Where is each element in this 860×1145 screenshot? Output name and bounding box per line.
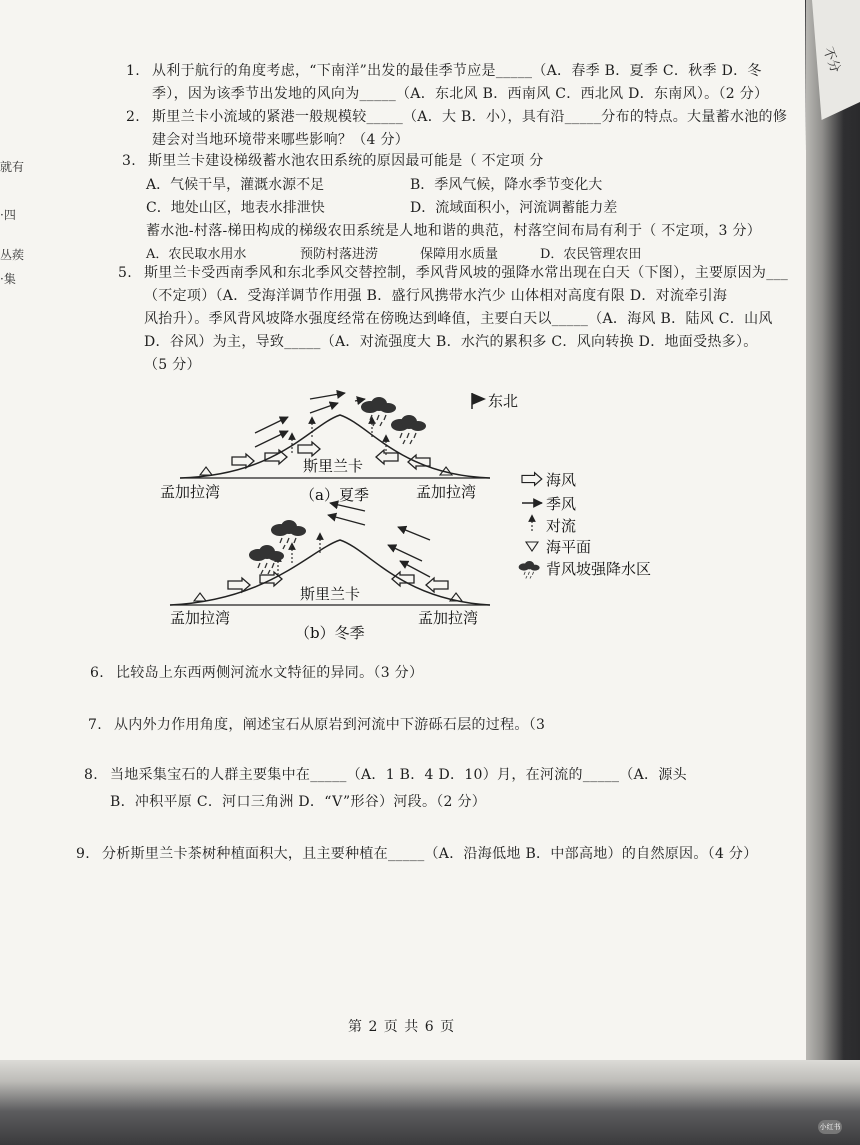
- monsoon-diagram: [160, 385, 690, 650]
- question-line: 蓄水池-村落-梯田构成的梯级农田系统是人地和谐的典范，村落空间布局有利于（ 不定项，3 分）: [146, 223, 762, 239]
- question-line: 从利于航行的角度考虑，“下南洋”出发的最佳季节应是_____（A．春季 B．夏季 C．秋季 D．冬: [152, 63, 762, 79]
- underlying-sheet-text: 不分: [819, 45, 843, 75]
- question-5: [118, 262, 789, 377]
- question-number: 5.: [118, 265, 132, 281]
- winter-panel: [170, 503, 490, 642]
- legend-leeward-rain: 背风坡强降水区: [546, 560, 652, 578]
- question-line: （5 分）: [144, 357, 201, 373]
- question-line: 分析斯里兰卡茶树种植面积大，且主要种植在_____（A．沿海低地 B．中部高地）的自然原因。（4 分）: [102, 846, 758, 862]
- margin-note: ·集: [0, 272, 16, 286]
- question-2: [126, 106, 788, 152]
- mountain-label: 斯里兰卡: [300, 585, 361, 603]
- margin-note: ·四: [0, 208, 16, 222]
- q3-option: B．季风气候，降水季节变化大: [410, 177, 603, 193]
- question-line: 从内外力作用角度，阐述宝石从原岩到河流中下游砾石层的过程。（3: [114, 717, 546, 733]
- sea-label: 孟加拉湾: [170, 609, 231, 627]
- question-9: [76, 843, 758, 866]
- page-edge-shadow: [806, 0, 860, 1145]
- q4-option: 保障用水质量: [420, 247, 499, 262]
- question-line: B．冲积平原 C．河口三角洲 D．“V”形谷）河段。（2 分）: [110, 794, 487, 810]
- table-surface: [0, 1060, 860, 1145]
- question-number: 3.: [122, 153, 136, 169]
- north-label: 东北: [488, 392, 519, 410]
- question-number: 7.: [88, 717, 102, 733]
- question-line: 斯里兰卡小流域的紧港一般规模较_____（A．大 B．小），具有沿_____分布的特点。大量蓄水池的修: [152, 109, 788, 125]
- legend-sea-breeze: 海风: [546, 471, 577, 489]
- sea-label: 孟加拉湾: [160, 483, 221, 501]
- question-line: 比较岛上东西两侧河流水文特征的异同。（3 分）: [116, 665, 424, 681]
- diagram-legend: [519, 471, 651, 578]
- sea-label: 孟加拉湾: [416, 483, 477, 501]
- question-line: 建会对当地环境带来哪些影响？（4 分）: [152, 132, 410, 148]
- legend-monsoon: 季风: [546, 495, 577, 513]
- question-8: [84, 764, 687, 814]
- q4-option: D．农民管理农田: [540, 247, 642, 262]
- q4-option: 预防村落进涝: [300, 247, 379, 262]
- question-4: [146, 220, 761, 243]
- panel-caption: （a）夏季: [300, 486, 369, 504]
- q3-option: A．气候干旱，灌溉水源不足: [146, 177, 325, 193]
- question-line: 季），因为该季节出发地的风向为_____（A．东北风 B．西南风 C．西北风 D．东南风）。（2 分）: [152, 86, 769, 102]
- question-number: 8.: [84, 767, 98, 783]
- question-number: 2.: [126, 109, 140, 125]
- question-line: D．谷风）为主，导致_____（A．对流强度大 B．水汽的累积多 C．风向转换 D．地面受热多）。: [144, 334, 758, 350]
- north-indicator: [472, 392, 518, 410]
- page-footer: 第 2 页 共 6 页: [348, 1019, 456, 1035]
- legend-sea-level: 海平面: [546, 538, 592, 556]
- margin-note: 就有: [0, 160, 25, 174]
- panel-caption: （b）冬季: [295, 624, 365, 642]
- q4-option: A．农民取水用水: [146, 247, 247, 262]
- question-number: 9.: [76, 846, 90, 862]
- question-line: 当地采集宝石的人群主要集中在_____（A．1 B．4 D．10）月，在河流的_____（A．源头: [110, 767, 687, 783]
- question-6: [90, 662, 424, 685]
- summer-panel: [160, 393, 490, 504]
- question-1: [126, 60, 769, 106]
- question-line: 斯里兰卡建设梯级蓄水池农田系统的原因最可能是（ 不定项 分: [148, 153, 544, 169]
- question-line: 风抬升）。季风背风坡降水强度经常在傍晚达到峰值，主要白天以_____（A．海风 B．陆风 C．山风: [144, 311, 773, 327]
- legend-convection: 对流: [546, 517, 577, 535]
- question-line: （不定项）（A．受海洋调节作用强 B．盛行风携带水汽少 山体相对高度有限 D．对流牵引海: [144, 288, 728, 304]
- question-7: [88, 714, 546, 737]
- mountain-label: 斯里兰卡: [303, 457, 364, 475]
- sea-label: 孟加拉湾: [418, 609, 479, 627]
- question-number: 6.: [90, 665, 104, 681]
- question-line: 斯里兰卡受西南季风和东北季风交替控制，季风背风坡的强降水常出现在白天（下图），主要原因为___: [144, 265, 789, 281]
- question-number: 1.: [126, 63, 140, 79]
- margin-note: 丛蒺: [0, 248, 25, 262]
- q3-option: D．流域面积小，河流调蓄能力差: [410, 200, 618, 216]
- watermark: 小红书: [818, 1120, 842, 1134]
- q3-option: C．地处山区，地表水排泄快: [146, 200, 325, 216]
- question-3: [122, 150, 544, 173]
